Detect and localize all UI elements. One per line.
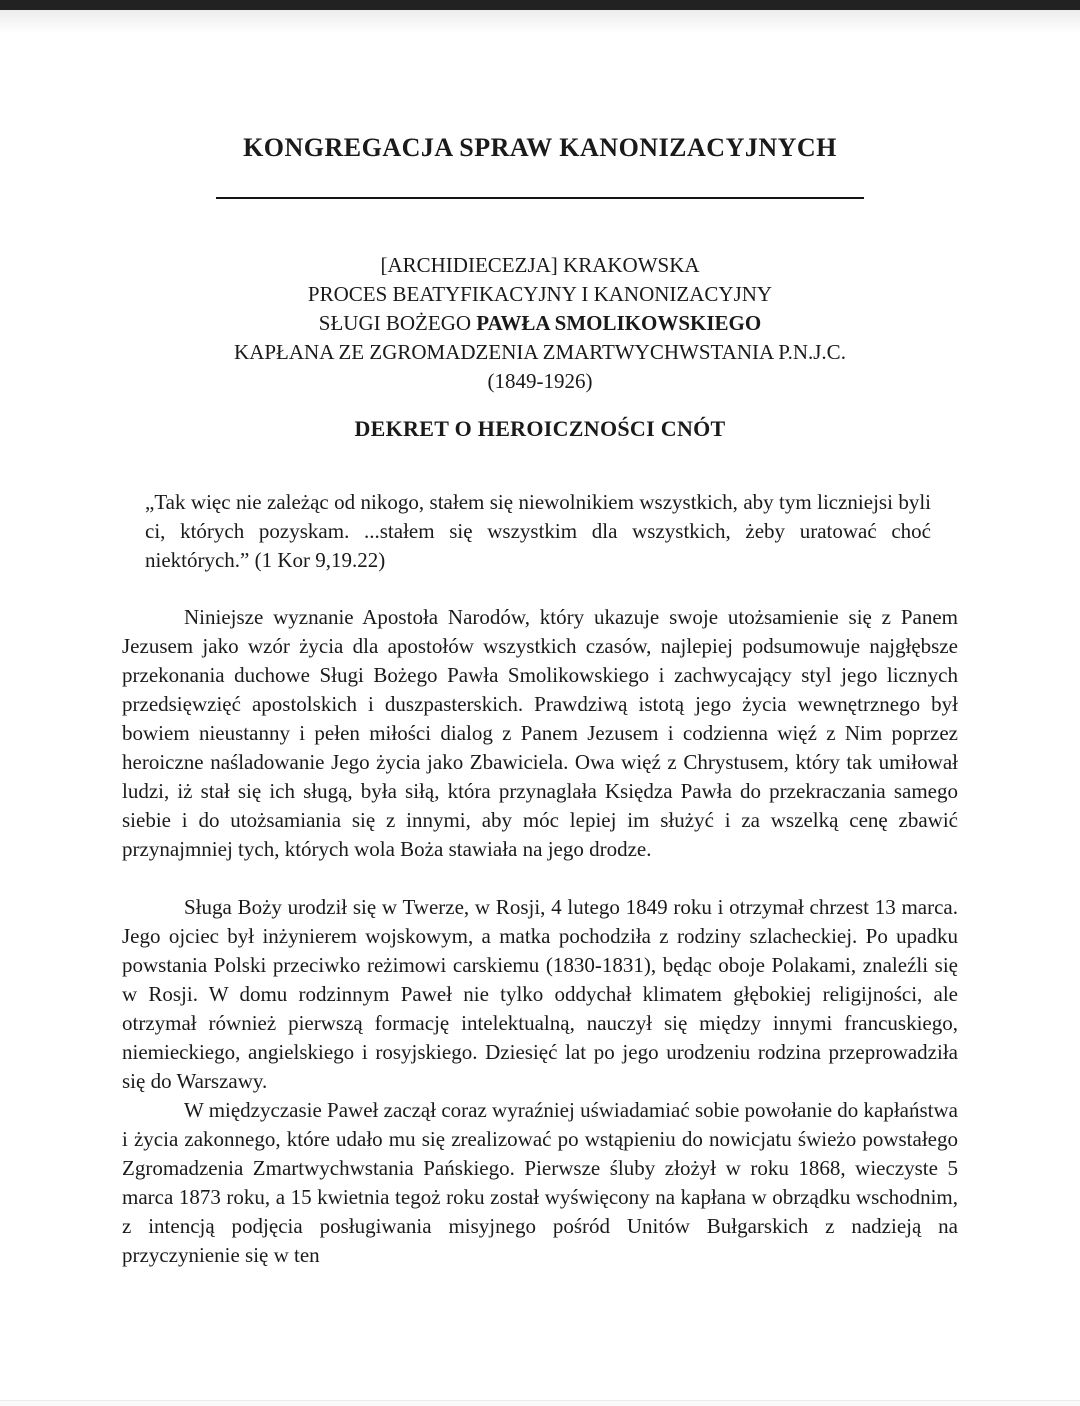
process-line: PROCES BEATYFIKACYJNY I KANONIZACYJNY [307, 282, 773, 306]
page-bottom-edge [0, 1400, 1080, 1406]
decree-title: DEKRET O HEROICZNOŚCI CNÓT [354, 416, 726, 441]
window-top-edge-bar [0, 0, 1080, 10]
body-paragraph-2: Sługa Boży urodził się w Twerze, w Rosji, 4 lutego 1849 roku i otrzymał chrzest 13 marca. Jego ojciec był inżynierem wojskowym, a matka pochodziła z rodziny szlacheckiej. Po upadku powstania Polski przeciwko reżimowi carskiemu (1830-1831), będąc oboje Polakami, znaleźli się w Rosji. W domu rodzinnym Paweł nie tylko oddychał klimatem głębokiej religijności, ale otrzymał również pierwszą formację intelektualną, nauczył się między innymi francuskiego, niemieckiego, angielskiego i rosyjskiego. Dziesięć lat po jego urodzeniu rodzina przeprowadziła się do Warszawy. [122, 895, 958, 1093]
title-divider-line [216, 197, 864, 199]
diocese-line: [ARCHIDIECEZJA] KRAKOWSKA [380, 253, 700, 277]
body-paragraph-1: Niniejsze wyznanie Apostoła Narodów, który ukazuje swoje utożsamienie się z Panem Jezusem jako wzór życia dla apostołów wszystkich czasów, najlepiej podsumowuje najgłębsze przekonania duchowe Sługi Bożego Pawła Smolikowskiego i zachwycający styl jego licznych przedsięwzięć apostolskich i duszpasterskich. Prawdziwą istotą jego życia wewnętrznego był bowiem nieustanny i pełen miłości dialog z Panem Jezusem i codzienna więź z Nim poprzez heroiczne naśladowanie Jego życia jako Zbawiciela. Owa więź z Chrystusem, który tak umiłował ludzi, iż stał się ich sługą, była siłą, która przynaglała Księdza Pawła do przekraczania samego siebie i do utożsamiania się z innymi, aby móc lepiej im służyć i za wszelką cenę zbawić przynajmniej tych, których wola Boża stawiała na jego drodze. [122, 605, 958, 861]
scripture-quote: „Tak więc nie zależąc od nikogo, stałem się niewolnikiem wszystkich, aby tym liczniejsi byli ci, których pozyskam. ...stałem się wszystkim dla wszystkich, żeby uratować choć niektórych.” (1 Kor 9,19.22) [145, 490, 931, 572]
case-header-block [122, 251, 958, 396]
page-top-shadow [0, 10, 1080, 34]
body-paragraph-3: W międzyczasie Paweł zaczął coraz wyraźniej uświadamiać sobie powołanie do kapłaństwa i życia zakonnego, które udało mu się zrealizować po wstąpieniu do nowicjatu świeżo powstałego Zgromadzenia Zmartwychwstania Pańskiego. Pierwsze śluby złożył w roku 1868, wieczyste 5 marca 1873 roku, a 15 kwietnia tegoż roku został wyświęcony na kapłana w obrządku wschodnim, z intencją podjęcia posługiwania misyjnego pośród Unitów Bułgarskich z nadzieją na przyczynienie się w ten [122, 1098, 958, 1267]
years-line: (1849-1926) [487, 369, 593, 393]
document-page [122, 132, 958, 1270]
servant-prefix: SŁUGI BOŻEGO [318, 311, 477, 335]
servant-name: PAWŁA SMOLIKOWSKIEGO [476, 311, 762, 335]
role-line: KAPŁANA ZE ZGROMADZENIA ZMARTWYCHWSTANIA P.N.J.C. [234, 340, 846, 364]
servant-line [122, 309, 958, 338]
congregation-title: KONGREGACJA SPRAW KANONIZACYJNYCH [243, 133, 837, 162]
